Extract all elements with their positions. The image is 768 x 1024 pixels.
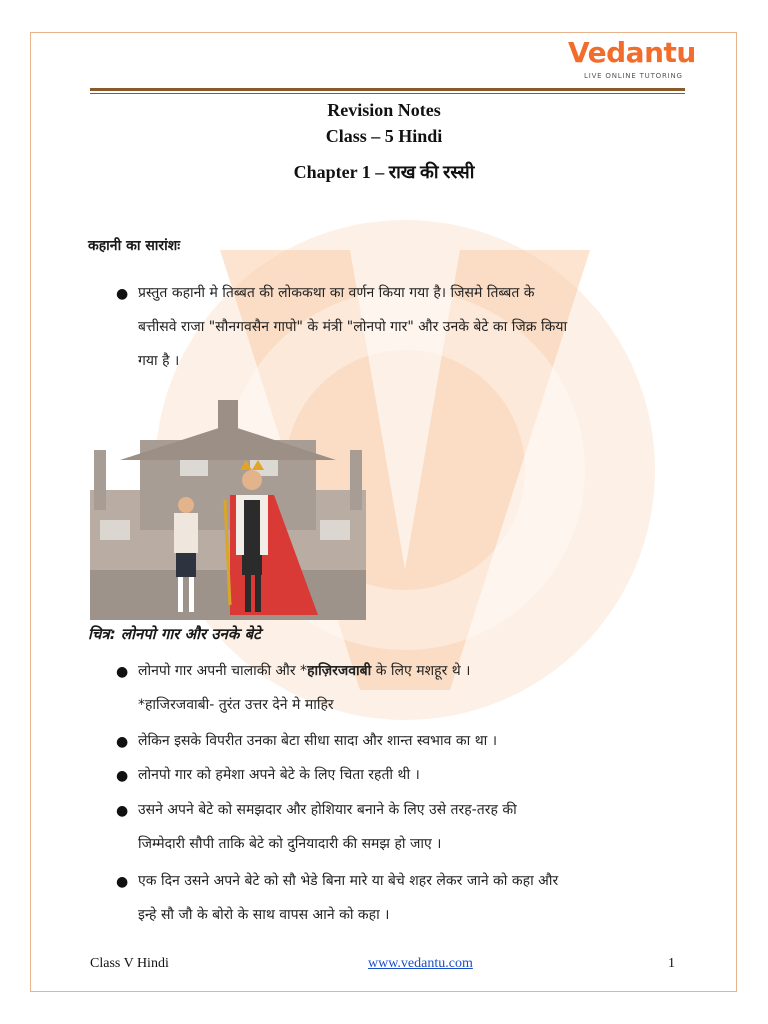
summary-heading: कहानी का सारांशः (88, 238, 181, 254)
point-1-note: *हाजिरजवाबी- तुरंत उत्तर देने मे माहिर (138, 697, 334, 713)
point-1-prefix: लोनपो गार अपनी चालाकी और * (138, 663, 308, 679)
intro-line-3: गया है । (138, 353, 180, 369)
point-4-line-1: उसने अपने बेटे को समझदार और होशियार बनाने के लिए उसे तरह-तरह की (138, 802, 517, 818)
point-3: लोनपो गार को हमेशा अपने बेटे के लिए चिता रहती थी । (138, 767, 420, 783)
point-2: लेकिन इसके विपरीत उनका बेटा सीधा सादा और शान्त स्वभाव का था । (138, 733, 498, 749)
bullet-icon: ● (116, 874, 129, 890)
page-title: Revision Notes (327, 100, 441, 120)
class-line: Class – 5 Hindi (325, 126, 443, 146)
bullet-icon: ● (116, 803, 129, 819)
page-number: 1 (668, 956, 675, 971)
point-4-line-2: जिम्मेदारी सौपी ताकि बेटे को दुनियादारी की समझ हो जाए । (138, 836, 442, 852)
bullet-icon: ● (116, 768, 129, 784)
bullet-icon: ● (116, 664, 129, 680)
header-rule (90, 88, 685, 91)
intro-line-1: प्रस्तुत कहानी मे तिब्बत की लोककथा का वर्णन किया गया है। जिसमे तिब्बत के (138, 285, 535, 301)
point-5-line-1: एक दिन उसने अपने बेटे को सौ भेडे बिना मारे या बेचे शहर लेकर जाने को कहा और (138, 873, 559, 889)
chapter-line: Chapter 1 – राख की रस्सी (293, 162, 475, 182)
logo-tagline: LIVE ONLINE TUTORING (584, 72, 683, 80)
header-rule-thin (90, 93, 685, 94)
point-5-line-2: इन्हे सौ जौ के बोरो के साथ वापस आने को कहा । (138, 907, 390, 923)
intro-line-2: बत्तीसवे राजा "सौनगवसैन गापो" के मंत्री "लोनपो गार" और उनके बेटे का जिक्र किया (138, 319, 568, 335)
bullet-icon: ● (116, 286, 129, 302)
point-1-bold: हाज़िरजवाबी (307, 663, 372, 679)
figure-caption: चित्र: लोनपो गार और उनके बेटे (88, 625, 261, 643)
bullet-icon: ● (116, 734, 129, 750)
point-1 (138, 654, 470, 688)
point-1-suffix: के लिए मशहूर थे । (371, 663, 471, 679)
palace-illustration (90, 400, 366, 620)
vedantu-logo: Vedantu (568, 36, 696, 69)
footer-class: Class V Hindi (90, 956, 169, 971)
footer-website-link[interactable]: www.vedantu.com (368, 956, 473, 971)
